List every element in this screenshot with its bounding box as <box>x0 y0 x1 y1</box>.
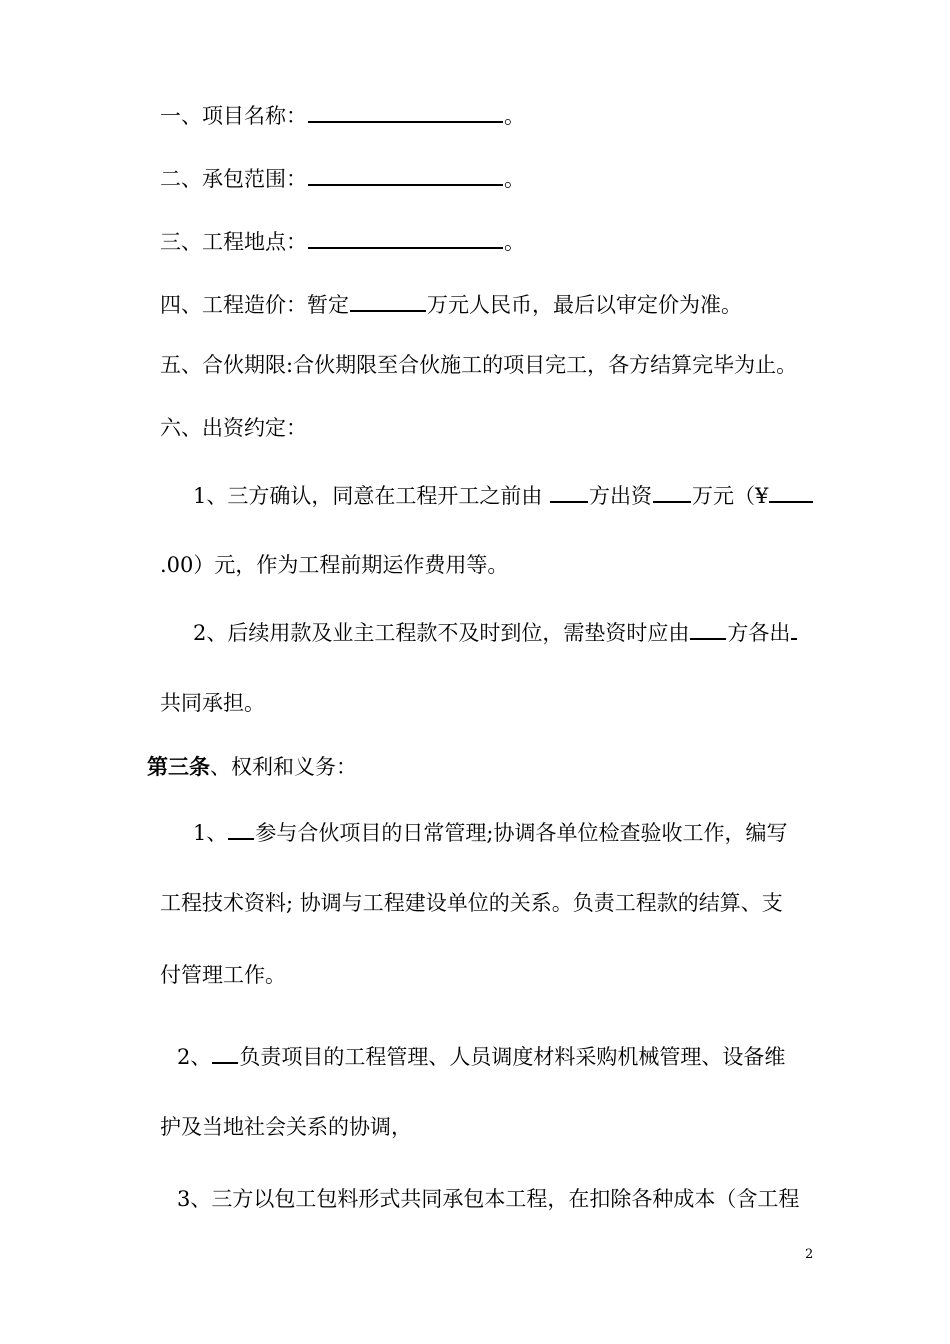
text-run: 1、三方确认，同意在工程开工之前由 <box>193 484 550 508</box>
fill-blank <box>653 480 691 503</box>
item-text: 五、合伙期限:合伙期限至合伙施工的项目完工，各方结算完毕为止。 <box>160 353 798 377</box>
text-run: 2、 <box>177 1045 212 1069</box>
funding-p1-line1 <box>193 480 814 510</box>
text-run: 付管理工作。 <box>160 963 286 987</box>
item-project-location <box>160 226 525 256</box>
funding-p1-line2 <box>160 551 508 579</box>
item-label: 四、工程造价：暂定 <box>160 293 349 317</box>
text-run: 2、后续用款及业主工程款不及时到位，需垫资时应由 <box>193 621 690 645</box>
item-contract-scope <box>160 163 525 193</box>
item-text: 六、出资约定： <box>160 416 307 440</box>
funding-p2-line1 <box>193 617 798 647</box>
item-rest: 万元人民币，最后以审定价为准。 <box>427 293 742 317</box>
article-number: 第三条 <box>147 754 210 779</box>
fill-blank <box>228 817 254 840</box>
fill-blank <box>769 480 813 503</box>
item-end: 。 <box>504 230 525 254</box>
fill-blank <box>550 480 588 503</box>
text-run: .00）元，作为工程前期运作费用等。 <box>160 553 509 577</box>
item-funding-heading <box>160 414 307 442</box>
article3-heading <box>147 753 357 781</box>
text-run: 方出资 <box>589 484 653 508</box>
page-number: 2 <box>805 1247 814 1262</box>
fill-blank <box>791 617 797 640</box>
item-project-name <box>160 100 525 130</box>
fill-blank <box>308 163 503 186</box>
item-end: 。 <box>504 104 525 128</box>
item-project-cost <box>160 289 742 319</box>
item-label: 二、承包范围： <box>160 167 307 191</box>
item-partnership-term <box>160 351 797 379</box>
text-run: 护及当地社会关系的协调， <box>160 1115 412 1139</box>
fill-blank <box>350 289 426 312</box>
text-run: 万元（¥ <box>692 484 769 508</box>
text-run: 参与合伙项目的日常管理;协调各单位检查验收工作，编写 <box>255 821 788 845</box>
article3-p2-line2 <box>160 1113 412 1141</box>
fill-blank <box>308 226 503 249</box>
text-run: 1、 <box>193 821 228 845</box>
fill-blank <box>690 617 726 640</box>
article3-p1-line3 <box>160 961 286 989</box>
funding-p2-line2 <box>160 689 265 717</box>
article-title: 、权利和义务： <box>210 755 357 779</box>
article3-p1-line2 <box>160 889 783 917</box>
item-label: 三、工程地点： <box>160 230 307 254</box>
text-run: 工程技术资料; 协调与工程建设单位的关系。负责工程款的结算、支 <box>160 891 783 915</box>
item-end: 。 <box>504 167 525 191</box>
text-run: 共同承担。 <box>160 691 265 715</box>
text-run: 3、三方以包工包料形式共同承包本工程，在扣除各种成本（含工程 <box>177 1187 800 1211</box>
article3-p3-line1 <box>177 1185 799 1213</box>
item-label: 一、项目名称： <box>160 104 307 128</box>
text-run: 负责项目的工程管理、人员调度材料采购机械管理、设备维 <box>239 1045 786 1069</box>
article3-p1-line1 <box>193 817 787 847</box>
fill-blank <box>212 1041 238 1064</box>
article3-p2-line1 <box>177 1041 785 1071</box>
fill-blank <box>308 100 503 123</box>
text-run: 方各出 <box>727 621 791 645</box>
